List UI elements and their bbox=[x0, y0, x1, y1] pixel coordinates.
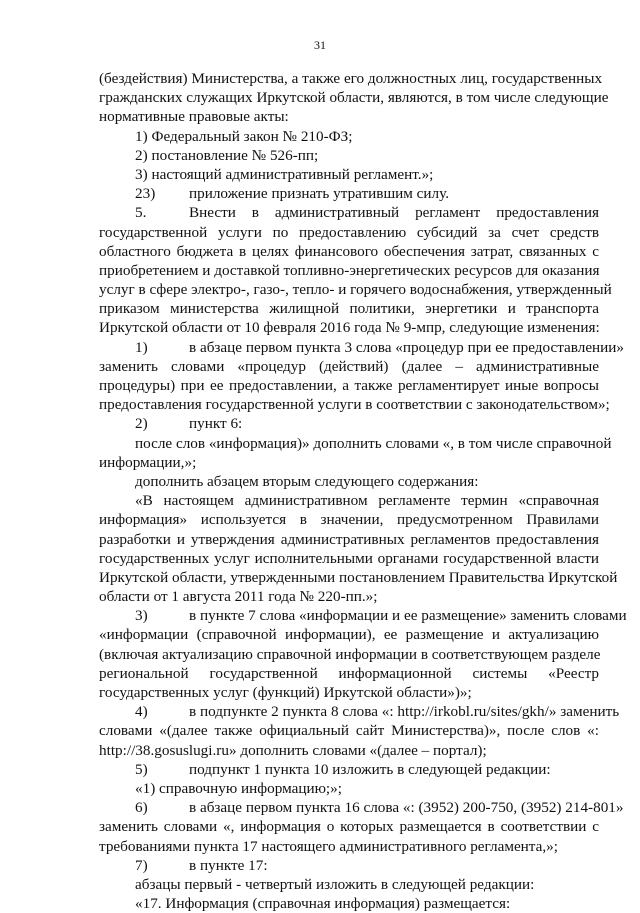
text-line: «информации (справочной информации), ее размещение и актуализацию bbox=[99, 626, 599, 644]
text-line: государственной услуги по предоставлению субсидий за счет средств bbox=[99, 223, 599, 241]
text-line bbox=[99, 338, 625, 357]
text-line bbox=[99, 203, 599, 222]
line-text: Внести в административный регламент предоставления bbox=[189, 204, 599, 222]
text-line: требованиями пункта 17 настоящего административного регламента,»; bbox=[99, 837, 558, 855]
text-line: 1) Федеральный закон № 210-ФЗ; bbox=[135, 127, 353, 145]
text-line: «17. Информация (справочная информация) размещается: bbox=[135, 895, 511, 913]
text-line: после слов «информация)» дополнить словами «, в том числе справочной bbox=[135, 434, 612, 452]
text-line: заменить словами «процедур (действий) (далее – административные bbox=[99, 357, 599, 375]
body-text bbox=[99, 69, 627, 913]
text-line: 2) постановление № 526-пп; bbox=[135, 146, 319, 164]
text-line: http://38.gosuslugi.ru» дополнить словами «(далее – портал); bbox=[99, 741, 487, 759]
text-line: «В настоящем административном регламенте термин «справочная bbox=[135, 492, 599, 510]
text-line: области от 1 августа 2011 года № 220-пп.»; bbox=[99, 588, 378, 606]
item-number: 3) bbox=[135, 607, 148, 625]
line-text: в абзаце первом пункта 16 слова «: (3952) 200-750, (3952) 214-801» bbox=[189, 799, 624, 817]
item-number: 4) bbox=[135, 703, 148, 721]
text-line: 3) настоящий административный регламент.»; bbox=[135, 165, 434, 183]
line-text: в подпункте 2 пункта 8 слова «: http://irkobl.ru/sites/gkh/» заменить bbox=[189, 703, 620, 721]
item-number: 6) bbox=[135, 799, 148, 817]
text-line: разработки и утверждения административных регламентов предоставления bbox=[99, 530, 599, 548]
text-line: информации,»; bbox=[99, 453, 197, 471]
line-text: приложение признать утратившим силу. bbox=[189, 185, 449, 203]
text-line bbox=[99, 414, 599, 433]
page-number: 31 bbox=[314, 38, 326, 52]
item-number: 5. bbox=[135, 204, 147, 222]
text-line: услуг в сфере электро-, газо-, тепло- и горячего водоснабжения, утвержденный bbox=[99, 281, 612, 299]
text-line: заменить словами «, информация о которых размещается в соответствии с bbox=[99, 818, 599, 836]
text-line bbox=[99, 606, 627, 625]
line-text: пункт 6: bbox=[189, 415, 243, 433]
text-line: процедуры) при ее предоставлении, а также регламентирует иные вопросы bbox=[99, 377, 599, 394]
text-line: предоставления государственной услуги в соответствии с законодательством»; bbox=[99, 396, 610, 414]
item-number: 1) bbox=[135, 338, 148, 356]
text-line: дополнить абзацем вторым следующего содержания: bbox=[135, 472, 479, 490]
text-line: Иркутской области от 10 февраля 2016 года № 9-мпр, следующие изменения: bbox=[99, 319, 600, 337]
line-text: подпункт 1 пункта 10 изложить в следующей редакции: bbox=[189, 760, 551, 778]
text-line: (бездействия) Министерства, а также его должностных лиц, государственных bbox=[99, 70, 603, 87]
line-text: в абзаце первом пункта 3 слова «процедур при ее предоставлении» bbox=[189, 338, 625, 356]
text-line: нормативные правовые акты: bbox=[99, 108, 289, 126]
text-line: (включая актуализацию справочной информации в соответствующем разделе bbox=[99, 645, 601, 663]
text-line: словами «(далее также официальный сайт Министерства)», после слов «: bbox=[99, 722, 599, 740]
text-line: областного бюджета в целях финансового обеспечения затрат, связанных с bbox=[99, 242, 599, 260]
text-line: государственных услуг (функций) Иркутской области»)»; bbox=[99, 684, 472, 701]
text-line bbox=[99, 702, 620, 721]
text-line bbox=[99, 184, 599, 203]
line-text: в пункте 17: bbox=[189, 856, 268, 874]
text-line bbox=[99, 760, 599, 779]
text-line: абзацы первый - четвертый изложить в следующей редакции: bbox=[135, 875, 535, 893]
line-text: в пункте 7 слова «информации и ее размещение» заменить словами bbox=[189, 607, 627, 625]
item-number: 5) bbox=[135, 760, 148, 778]
text-line: приказом министерства жилищной политики, энергетики и транспорта bbox=[99, 300, 599, 318]
text-line: приобретением и доставкой топливно-энергетических ресурсов для оказания bbox=[99, 261, 600, 279]
item-number: 23) bbox=[135, 185, 156, 203]
text-line: Иркутской области, утвержденными постановлением Правительства Иркутской bbox=[99, 568, 618, 586]
text-line: «1) справочную информацию;»; bbox=[135, 779, 342, 797]
text-line bbox=[99, 856, 599, 875]
text-line: информация» используется в значении, предусмотренном Правилами bbox=[99, 511, 599, 529]
item-number: 2) bbox=[135, 415, 148, 433]
text-line bbox=[99, 798, 624, 817]
text-line: государственных услуг исполнительными органами государственной власти bbox=[99, 549, 599, 567]
item-number: 7) bbox=[135, 856, 148, 874]
text-line: гражданских служащих Иркутской области, являются, в том числе следующие bbox=[99, 89, 609, 107]
text-line: региональной государственной информационной системы «Реестр bbox=[99, 664, 599, 682]
